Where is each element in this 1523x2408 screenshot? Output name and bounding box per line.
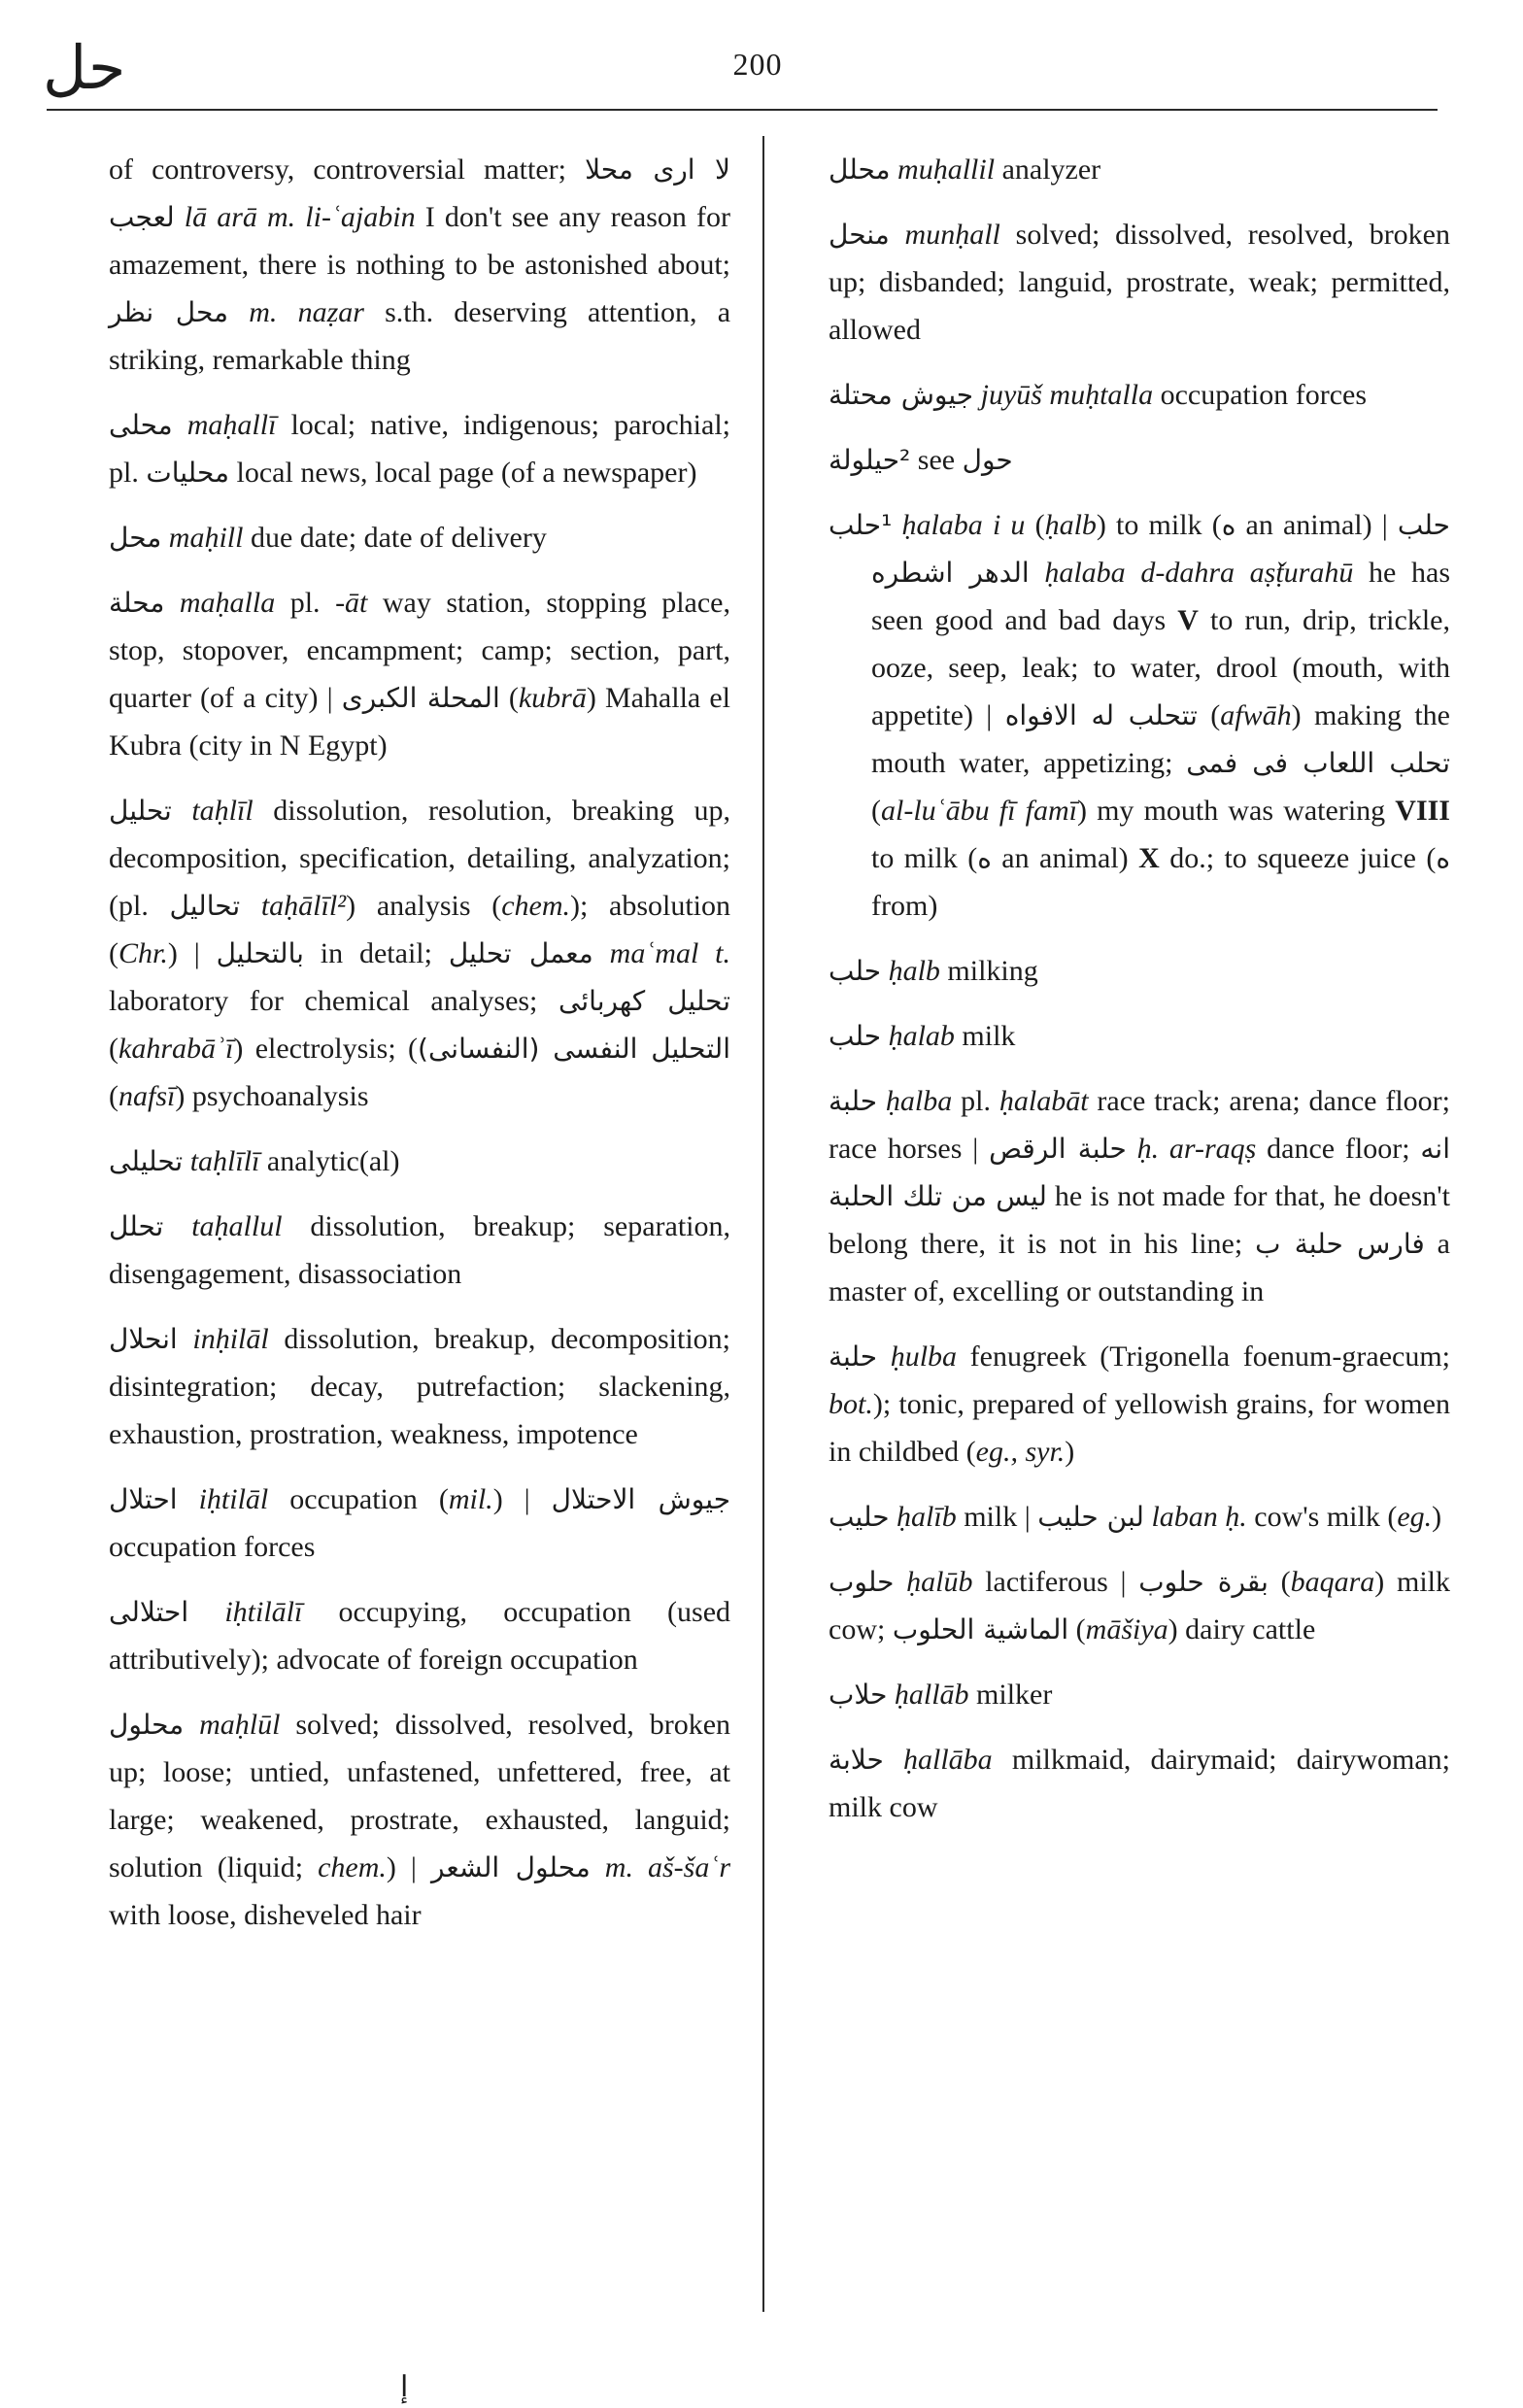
dictionary-entry: [829, 947, 1450, 995]
entry-text: (: [1268, 1566, 1291, 1598]
dictionary-entry: [829, 1012, 1450, 1060]
entry-text: to run, drip, trickle, ooze, seep, leak; to water, drool (mouth, with appetite) |: [871, 604, 1450, 731]
entry-text: (: [1068, 1613, 1086, 1645]
entry-text: [1127, 1133, 1137, 1165]
entry-text: dissolution, breakup, decomposition; disintegration; decay, putrefaction; slackening, exhaustion, prostration, weakness, impotence: [109, 1323, 731, 1450]
entry-text: local news, local page (of a newspaper): [229, 457, 697, 489]
verb-form-numeral: X: [1138, 842, 1160, 874]
arabic-headword: منحل: [829, 219, 890, 251]
transliteration: nafsī: [118, 1080, 176, 1112]
dictionary-entry: [109, 401, 730, 496]
arabic-headword: محلول الشعر: [430, 1851, 591, 1883]
entry-text: [881, 1020, 889, 1052]
entry-text: solved; dissolved, resolved, broken up; disbanded; languid, prostrate, weak; permitted, allowed: [829, 219, 1450, 346]
entry-text: dance floor;: [1256, 1133, 1421, 1165]
arabic-headword: محلى: [109, 409, 173, 441]
transliteration: ḥalb: [1044, 509, 1097, 541]
entry-text: in detail;: [303, 937, 449, 969]
entry-text: (: [499, 682, 519, 714]
transliteration: ḥ. ar-raqṣ: [1136, 1133, 1257, 1165]
arabic-headword: ¹حلب: [829, 509, 893, 541]
dictionary-entry: [829, 1493, 1450, 1541]
arabic-headword: ²حيلولة: [829, 444, 911, 476]
entry-text: dissolution, breakup; separation, disengagement, disassociation: [109, 1210, 730, 1290]
arabic-headword: تحليلى: [109, 1145, 184, 1177]
entry-text: ) Mahalla el Kubra (city in N Egypt): [109, 682, 730, 762]
arabic-headword: احتلال: [109, 1483, 178, 1515]
entry-text: he has seen good and bad days: [871, 557, 1451, 636]
arabic-headword: تحليل كهربائى: [558, 985, 730, 1017]
entry-text: ) to milk (: [1096, 509, 1222, 541]
dictionary-entry: [109, 1137, 730, 1185]
entry-text: [890, 1501, 897, 1533]
column-divider: [762, 136, 764, 2312]
transliteration: bot.: [829, 1388, 873, 1420]
transliteration: ḥulba: [890, 1340, 958, 1373]
entry-text: pl.: [275, 587, 336, 619]
dictionary-entry: [829, 371, 1450, 419]
entry-text: ) analysis (: [346, 890, 502, 922]
transliteration: maḥalla: [179, 587, 276, 619]
transliteration: maḥlūl: [199, 1709, 281, 1741]
arabic-headword: انه ليس من تلك الحلبة: [829, 1133, 1450, 1212]
arabic-headword: محلل: [829, 153, 891, 186]
transliteration: ḥallāb: [894, 1679, 969, 1711]
entry-text: ) |: [386, 1851, 431, 1883]
arabic-headword: حلب الدهر اشطره: [871, 509, 1450, 589]
dictionary-entry: [109, 146, 730, 384]
arabic-headword: تحلل: [109, 1210, 164, 1242]
transliteration: juyūš muḥtalla: [980, 379, 1154, 411]
entry-text: from): [871, 890, 938, 922]
transliteration: iḥtilālī: [224, 1596, 303, 1628]
arabic-headword: المحلة الكبرى: [341, 682, 500, 714]
dictionary-entry: [109, 514, 730, 561]
entry-text: [178, 1483, 199, 1515]
entry-text: with loose, disheveled hair: [109, 1899, 422, 1931]
dictionary-entry: [109, 1475, 730, 1571]
page-number: 200: [732, 47, 783, 82]
transliteration: lā arā m. li-ʿajabin: [184, 201, 416, 233]
transliteration: ḥalūb: [906, 1566, 973, 1598]
entry-text: (: [871, 795, 881, 827]
dictionary-entry: [829, 501, 1450, 930]
transliteration: m. naẓar: [249, 296, 364, 328]
verb-form-numeral: VIII: [1395, 795, 1450, 827]
entry-text: ) electrolysis; (: [233, 1033, 419, 1065]
entry-text: ) dairy cattle: [1168, 1613, 1316, 1645]
transliteration: ḥalaba d-dahra aṣ̌ṭurahū: [1044, 557, 1354, 589]
entry-text: ) |: [167, 937, 217, 969]
entry-text: [172, 795, 192, 827]
guide-word: حل: [43, 36, 126, 102]
entry-text: fenugreek (Trigonella foenum-graecum;: [957, 1340, 1450, 1373]
entry-text: ): [1432, 1501, 1442, 1533]
transliteration: eg., syr.: [975, 1436, 1066, 1468]
entry-text: [877, 1085, 886, 1117]
entry-text: race track; arena; dance floor; race horses |: [829, 1085, 1450, 1165]
arabic-headword: حليب: [829, 1501, 890, 1533]
dictionary-entry: [829, 1077, 1450, 1315]
arabic-headword: لا ارى محلا لعجب: [109, 153, 731, 233]
dictionary-entry: [109, 1588, 730, 1683]
transliteration: m. aš-šaʿr: [604, 1851, 730, 1883]
transliteration: mil.: [448, 1483, 493, 1515]
arabic-headword: محلة: [109, 587, 165, 619]
entry-text: (: [109, 1033, 118, 1065]
transliteration: laban ḥ.: [1151, 1501, 1247, 1533]
arabic-headword: حلاب: [829, 1679, 888, 1711]
transliteration: ḥalb: [888, 955, 940, 987]
transliteration: Chr.: [118, 937, 168, 969]
entry-text: do.; to squeeze juice (: [1159, 842, 1437, 874]
entry-text: analyzer: [995, 153, 1101, 186]
entry-text: a master of, excelling or outstanding in: [829, 1228, 1450, 1307]
entry-text: [184, 1709, 199, 1741]
entry-text: [884, 1744, 903, 1776]
entry-text: [178, 1323, 193, 1355]
transliteration: ḥalab: [888, 1020, 955, 1052]
entry-text: milking: [939, 955, 1038, 987]
arabic-headword: محل: [109, 522, 162, 554]
arabic-headword: حول: [962, 444, 1013, 476]
entry-text: dissolution, resolution, breaking up, decomposition, specification, detailing, analyzation; (pl.: [109, 795, 730, 922]
arabic-headword: الماشية الحلوب: [892, 1613, 1069, 1645]
entry-text: [183, 1145, 190, 1177]
transliteration: chem.: [501, 890, 570, 922]
entry-text: ): [1065, 1436, 1075, 1468]
dictionary-entry: [829, 1558, 1450, 1653]
transliteration: al-luʿābu fī famī: [881, 795, 1077, 827]
transliteration: maʿmal t.: [609, 937, 731, 969]
entry-text: milkmaid, dairymaid; dairywoman; milk cow: [829, 1744, 1450, 1823]
entry-text: [887, 1679, 895, 1711]
dictionary-entry: [829, 1333, 1450, 1475]
arabic-headword: ه: [1436, 842, 1450, 874]
entry-text: s.th. deserving attention, a striking, remarkable thing: [109, 296, 731, 376]
entry-text: I don't see any reason for amazement, there is nothing to be astonished about;: [109, 201, 730, 281]
transliteration: muḥallil: [897, 153, 996, 186]
transliteration: ḥalīb: [897, 1501, 957, 1533]
transliteration: maḥallī: [186, 409, 277, 441]
entry-text: solved; dissolved, resolved, broken up; loose; untied, unfastened, unfettered, free, at large; weakened, prostrate, exhausted, languid; solution (liquid;: [109, 1709, 731, 1883]
arabic-headword: بالتحليل: [216, 937, 304, 969]
entry-text: [163, 1210, 191, 1242]
dictionary-entry: [829, 146, 1450, 193]
arabic-headword: لبن حليب: [1037, 1501, 1144, 1533]
entry-text: to milk (: [871, 842, 978, 874]
entry-text: [593, 937, 610, 969]
dictionary-entry: [829, 211, 1450, 354]
arabic-headword: حلبة: [829, 1340, 878, 1373]
dictionary-entry: [109, 1315, 730, 1458]
entry-text: [228, 296, 249, 328]
entry-text: analytic(al): [259, 1145, 400, 1177]
entry-text: occupation (: [268, 1483, 449, 1515]
entry-text: local; native, indigenous; parochial; pl.: [109, 409, 731, 489]
arabic-headword: محليات: [146, 457, 230, 489]
entry-text: (: [109, 1080, 118, 1112]
entry-text: due date; date of delivery: [243, 522, 547, 554]
dictionary-entry: [829, 1671, 1450, 1718]
entry-text: occupation forces: [1153, 379, 1368, 411]
entry-text: [240, 890, 261, 922]
arabic-headword: تحاليل: [169, 890, 241, 922]
entry-text: [973, 379, 981, 411]
dictionary-entry: [109, 787, 730, 1120]
transliteration: taḥlīl: [191, 795, 254, 827]
entry-text: an animal): [991, 842, 1139, 874]
footer-mark: ﺇ: [400, 2371, 409, 2403]
arabic-headword: التحليل النفسى (النفسانى): [418, 1033, 730, 1065]
entry-text: he is not made for that, he doesn't belong there, it is not in his line;: [829, 1180, 1450, 1260]
entry-text: [175, 201, 185, 233]
entry-text: [891, 153, 898, 186]
transliteration: baqara: [1290, 1566, 1375, 1598]
transliteration: taḥlīlī: [189, 1145, 260, 1177]
arabic-headword: حلب: [829, 955, 882, 987]
transliteration: ḥallāba: [903, 1744, 993, 1776]
right-column: [829, 146, 1450, 1848]
dictionary-entry: [829, 436, 1450, 484]
arabic-headword: حلوب: [829, 1566, 895, 1598]
transliteration: taḥallul: [191, 1210, 283, 1242]
entry-text: [892, 509, 901, 541]
arabic-headword: جيوش محتلة: [829, 379, 974, 411]
dictionary-entry: [829, 1736, 1450, 1831]
arabic-headword: احتلالى: [109, 1596, 189, 1628]
arabic-headword: ه: [1221, 509, 1236, 541]
entry-text: [877, 1340, 891, 1373]
arabic-headword: تحلب اللعاب فى فمى: [1186, 747, 1450, 779]
entry-text: way station, stopping place, stop, stopover, encampment; camp; section, part, quarter (of a city) |: [109, 587, 731, 714]
entry-text: (: [1025, 509, 1045, 541]
entry-text: see: [910, 444, 963, 476]
entry-text: ); absolution (: [109, 890, 731, 969]
arabic-headword: محلول: [109, 1709, 185, 1741]
transliteration: inḥilāl: [192, 1323, 269, 1355]
transliteration: chem.: [318, 1851, 387, 1883]
entry-text: ) my mouth was watering: [1076, 795, 1396, 827]
arabic-headword: معمل تحليل: [448, 937, 593, 969]
entry-text: [881, 955, 889, 987]
arabic-headword: ه: [977, 842, 992, 874]
arabic-headword: فارس حلبة ب: [1255, 1228, 1425, 1260]
entry-text: [894, 1566, 906, 1598]
transliteration: taḥālīl²: [260, 890, 347, 922]
transliteration: kahrabāʾī: [118, 1033, 234, 1065]
transliteration: eg.: [1397, 1501, 1433, 1533]
transliteration: māšiya: [1085, 1613, 1168, 1645]
entry-text: an animal) |: [1235, 509, 1398, 541]
entry-text: [188, 1596, 224, 1628]
arabic-headword: جيوش الاحتلال: [551, 1483, 730, 1515]
entry-text: ) |: [492, 1483, 552, 1515]
arabic-headword: بقرة حلوب: [1138, 1566, 1269, 1598]
entry-text: of controversy, controversial matter;: [109, 153, 586, 186]
entry-text: milk |: [956, 1501, 1038, 1533]
entry-text: occupation forces: [109, 1531, 316, 1563]
left-column: [109, 146, 730, 1956]
entry-text: ); tonic, prepared of yellowish grains, for women in childbed (: [829, 1388, 1450, 1468]
arabic-headword: حلبة: [829, 1085, 878, 1117]
entry-text: milk: [954, 1020, 1016, 1052]
entry-text: [591, 1851, 605, 1883]
page-header: [0, 0, 1523, 126]
arabic-headword: انحلال: [109, 1323, 178, 1355]
transliteration: maḥill: [168, 522, 244, 554]
transliteration: ḥalba: [885, 1085, 953, 1117]
arabic-headword: تحليل: [109, 795, 172, 827]
arabic-headword: حلب: [829, 1020, 882, 1052]
header-rule: [47, 109, 1438, 111]
dictionary-entry: [109, 1701, 730, 1939]
dictionary-entry: [109, 1203, 730, 1298]
transliteration: -āt: [335, 587, 368, 619]
entry-text: [161, 522, 169, 554]
arabic-headword: محل نظر: [109, 296, 229, 328]
entry-text: ) psychoanalysis: [175, 1080, 369, 1112]
verb-form-numeral: V: [1177, 604, 1199, 636]
entry-text: [164, 587, 180, 619]
entry-text: occupying, occupation (used attributively); advocate of foreign occupation: [109, 1596, 731, 1676]
transliteration: munḥall: [904, 219, 1000, 251]
entry-text: milker: [968, 1679, 1053, 1711]
arabic-headword: حلبة الرقص: [989, 1133, 1127, 1165]
entry-text: ) making the mouth water, appetizing;: [871, 699, 1450, 779]
arabic-headword: حلابة: [829, 1744, 884, 1776]
entry-text: [890, 219, 905, 251]
dictionary-entry: [109, 579, 730, 769]
transliteration: ḥalaba i u: [901, 509, 1026, 541]
arabic-headword: تتحلب له الافواه: [1004, 699, 1198, 731]
transliteration: iḥtilāl: [198, 1483, 269, 1515]
transliteration: ḥalabāt: [998, 1085, 1089, 1117]
transliteration: afwāh: [1220, 699, 1292, 731]
entry-text: lactiferous |: [972, 1566, 1139, 1598]
entry-text: (: [1197, 699, 1221, 731]
entry-text: laboratory for chemical analyses;: [109, 985, 559, 1017]
entry-text: [1030, 557, 1045, 589]
entry-text: cow's milk (: [1246, 1501, 1398, 1533]
entry-text: ) milk cow;: [829, 1566, 1450, 1645]
entry-text: [173, 409, 187, 441]
transliteration: kubrā: [518, 682, 587, 714]
entry-text: pl.: [952, 1085, 999, 1117]
